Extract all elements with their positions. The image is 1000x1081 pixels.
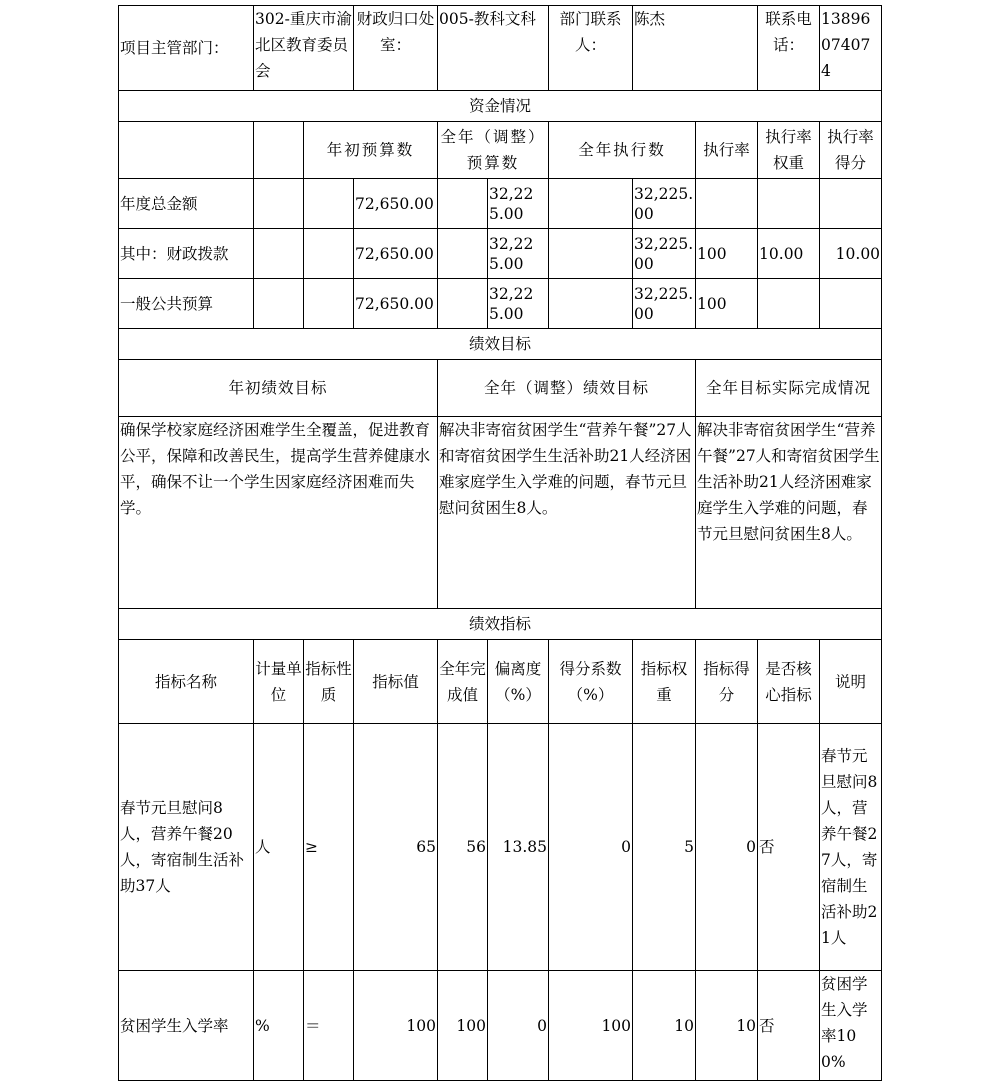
indicator-unit: % (254, 971, 304, 1081)
indicator-score: 10 (696, 971, 758, 1081)
funds-row-weight (758, 179, 820, 229)
col-indicator-nature: 指标性质 (304, 640, 354, 724)
initial-goal-text: 确保学校家庭经济困难学生全覆盖，促进教育公平，保障和改善民生，提高学生营养健康水平，确保不让一个学生因家庭经济困难而失学。 (119, 417, 438, 609)
col-indicator-unit: 计量单位 (254, 640, 304, 724)
phone-label: 联系电话： (758, 6, 820, 91)
indicator-completed: 56 (438, 724, 488, 971)
indicator-value: 100 (354, 971, 438, 1081)
col-exec-weight: 执行率权重 (758, 122, 820, 179)
performance-table (118, 5, 882, 1081)
funds-row-score (820, 179, 882, 229)
indicator-unit: 人 (254, 724, 304, 971)
col-indicator-score: 指标得分 (696, 640, 758, 724)
indicator-deviation: 13.85 (488, 724, 549, 971)
indicator-name: 春节元旦慰问8人，营养午餐20人，寄宿制生活补助37人 (119, 724, 254, 971)
funds-row-initial: 72,650.00 (354, 229, 438, 279)
funds-row-name: 一般公共预算 (119, 279, 254, 329)
indicator-note: 贫困学生入学率100% (820, 971, 882, 1081)
indicator-name: 贫困学生入学率 (119, 971, 254, 1081)
funds-row-score (820, 279, 882, 329)
goals-section-title: 绩效目标 (119, 329, 882, 360)
funds-row-score: 10.00 (820, 229, 882, 279)
indicators-section-title: 绩效指标 (119, 609, 882, 640)
funds-row-initial: 72,650.00 (354, 279, 438, 329)
funds-row (119, 229, 882, 279)
col-exec-score: 执行率得分 (820, 122, 882, 179)
indicator-row (119, 971, 882, 1081)
office-label: 财政归口处室： (354, 6, 438, 91)
funds-row-executed: 32,225.00 (633, 229, 696, 279)
indicator-deviation: 0 (488, 971, 549, 1081)
funds-row-initial: 72,650.00 (354, 179, 438, 229)
funds-row-adjusted: 32,225.00 (488, 179, 549, 229)
funds-row-rate (696, 179, 758, 229)
col-indicator-completed: 全年完成值 (438, 640, 488, 724)
indicator-coef: 0 (549, 724, 633, 971)
actual-goal-text: 解决非寄宿贫困学生“营养午餐”27人和寄宿贫困学生生活补助21人经济困难家庭学生入学难的问题，春节元旦慰问贫困生8人。 (696, 417, 882, 609)
funds-row-weight (758, 279, 820, 329)
col-initial-budget: 年初预算数 (304, 122, 438, 179)
col-indicator-weight: 指标权重 (633, 640, 696, 724)
indicator-coef: 100 (549, 971, 633, 1081)
col-adjusted-goal: 全年（调整）绩效目标 (438, 360, 696, 417)
indicator-weight: 10 (633, 971, 696, 1081)
funds-row (119, 279, 882, 329)
office-value: 005-教科文科 (438, 6, 549, 91)
indicator-note: 春节元旦慰问8人，营养午餐27人，寄宿制生活补助21人 (820, 724, 882, 971)
funds-row (119, 179, 882, 229)
col-indicator-core: 是否核心指标 (758, 640, 820, 724)
col-exec-rate: 执行率 (696, 122, 758, 179)
funds-row-adjusted: 32,225.00 (488, 279, 549, 329)
col-indicator-value: 指标值 (354, 640, 438, 724)
funds-row-name: 其中：财政拨款 (119, 229, 254, 279)
funds-row-adjusted: 32,225.00 (488, 229, 549, 279)
indicator-nature: ≥ (304, 724, 354, 971)
contact-value: 陈杰 (633, 6, 758, 91)
col-indicator-coef: 得分系数（%） (549, 640, 633, 724)
indicator-weight: 5 (633, 724, 696, 971)
col-adjusted-budget: 全年（调整）预算数 (438, 122, 549, 179)
funds-row-name: 年度总金额 (119, 179, 254, 229)
indicator-value: 65 (354, 724, 438, 971)
dept-value: 302-重庆市渝北区教育委员会 (254, 6, 354, 91)
indicator-completed: 100 (438, 971, 488, 1081)
indicator-row (119, 724, 882, 971)
phone-value: 13896074074 (820, 6, 882, 91)
col-executed: 全年执行数 (549, 122, 696, 179)
indicator-core: 否 (758, 971, 820, 1081)
funds-row-executed: 32,225.00 (633, 179, 696, 229)
adjusted-goal-text: 解决非寄宿贫困学生“营养午餐”27人和寄宿贫困学生生活补助21人经济困难家庭学生入学难的问题，春节元旦慰问贫困生8人。 (438, 417, 696, 609)
funds-row-executed: 32,225.00 (633, 279, 696, 329)
funds-row-weight: 10.00 (758, 229, 820, 279)
indicator-nature: ＝ (304, 971, 354, 1081)
col-initial-goal: 年初绩效目标 (119, 360, 438, 417)
funds-section-title: 资金情况 (119, 91, 882, 122)
funds-row-rate: 100 (696, 229, 758, 279)
col-indicator-name: 指标名称 (119, 640, 254, 724)
contact-label: 部门联系人： (549, 6, 633, 91)
indicator-core: 否 (758, 724, 820, 971)
col-indicator-deviation: 偏离度（%） (488, 640, 549, 724)
funds-row-rate: 100 (696, 279, 758, 329)
dept-label: 项目主管部门： (119, 6, 254, 91)
col-indicator-note: 说明 (820, 640, 882, 724)
indicator-score: 0 (696, 724, 758, 971)
col-actual-goal: 全年目标实际完成情况 (696, 360, 882, 417)
